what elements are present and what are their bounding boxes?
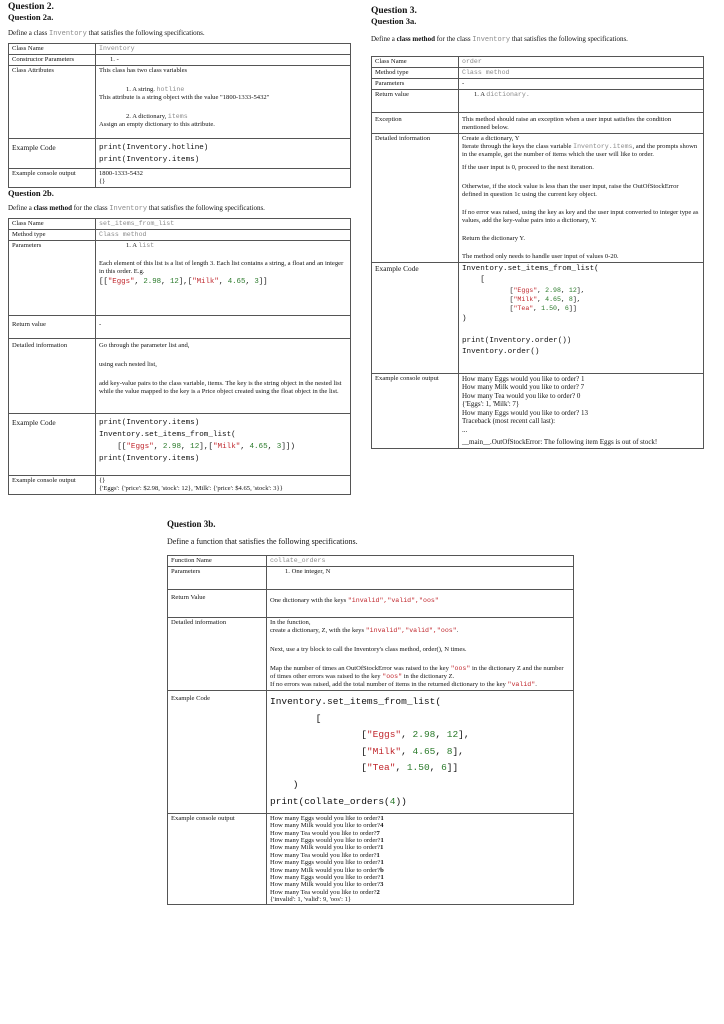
attributes-value: This class has two class variables 1. A string. hotline This attribute is a string object with the value "1800-1333-5432" 2. A dictionary, items Assign an empty dictionary to this attribute. — [96, 66, 351, 139]
parameters-label: Parameters — [168, 566, 267, 589]
method-type-label: Method type — [9, 230, 96, 241]
question-3-section — [371, 6, 704, 449]
console-line: How many Milk would you like to order?b — [270, 866, 384, 874]
exception-label: Exception — [372, 113, 459, 134]
constructor-value: 1. - — [96, 55, 351, 66]
console-output: {} {'Eggs': {'price': $2.98, 'stock': 12}, 'Milk': {'price': $4.65, 'stock': 3}} — [96, 476, 351, 495]
class-name-value: Inventory — [96, 44, 351, 55]
detailed-value: Create a dictionary, Y Iterate through the keys the class variable Inventory.items, and the prompts shown in the example, get the number of items which the user will like to order. If the user input is 0, proceed to the next iteration. Otherwise, if the stock value is less than the user input, raise the OutOfStockError defined in question 1c using the current key object. If no error was raised, using the key as key and the user input converted to integer type as values, add the key-value pairs into a dictionary, Y. Return the dictionary Y. The method only needs to handle user input of values 0-20. — [459, 134, 704, 262]
method-type-value: Class method — [96, 230, 351, 241]
console-output: 1800-1333-5432 {} — [96, 168, 351, 187]
question-2b-title: Question 2b. — [8, 187, 54, 198]
console-line: How many Milk would you like to order?4 — [270, 822, 384, 830]
question-2-title: Question 2. — [8, 2, 54, 12]
question-2b-intro: Define a class method for the class Inventory that satisfies the following specifications. — [8, 203, 265, 213]
question-3a-table — [371, 56, 704, 449]
console-line: How many Eggs would you like to order?1 — [270, 837, 384, 845]
question-3b-title: Question 3b. — [167, 519, 216, 529]
return-label: Return value — [9, 316, 96, 339]
detailed-value: Go through the parameter list and, using each nested list, add key-value pairs to the class variable, items. The key is the string object in the nested list while the value mapped to the key is a Price object created using the float object in the list. — [96, 339, 351, 414]
attributes-label: Class Attributes — [9, 66, 96, 139]
example-code-label: Example Code — [9, 414, 96, 476]
parameters-value: - — [459, 79, 704, 90]
question-3b-table — [167, 555, 574, 906]
function-name-label: Function Name — [168, 555, 267, 566]
console-label: Example console output — [372, 373, 459, 448]
question-3-title: Question 3. — [371, 6, 417, 16]
class-name-label: Class Name — [9, 219, 96, 230]
question-3a-title: Question 3a. — [371, 15, 417, 26]
parameters-value: 1. One integer, N — [267, 566, 574, 589]
console-result: {'invalid': 1, 'valid': 9, 'oos': 1} — [270, 896, 352, 904]
question-3b-section — [167, 519, 574, 905]
console-line: How many Eggs would you like to order?1 — [270, 814, 384, 822]
example-code-label: Example Code — [9, 139, 96, 169]
example-code: print(Inventory.hotline) print(Inventory.items) — [96, 139, 351, 169]
parameters-label: Parameters — [372, 79, 459, 90]
method-type-value: Class method — [459, 68, 704, 79]
question-3a-intro: Define a class method for the class Inventory that satisfies the following specifications. — [371, 34, 628, 44]
console-line: How many Eggs would you like to order?1 — [270, 873, 384, 881]
question-3b-intro: Define a function that satisfies the following specifications. — [167, 536, 358, 546]
detailed-label: Detailed information — [9, 339, 96, 414]
class-name-label: Class Name — [372, 57, 459, 68]
return-value: 1. A dictionary. — [459, 90, 704, 113]
console-line: How many Eggs would you like to order?1 — [270, 859, 384, 867]
console-line: How many Tea would you like to order?1 — [270, 851, 380, 859]
exception-value: This method should raise an exception when a user input satisfies the condition mentioned below. — [459, 113, 704, 134]
constructor-label: Constructor Parameters — [9, 55, 96, 66]
return-label: Return Value — [168, 589, 267, 617]
example-code-label: Example Code — [168, 690, 267, 813]
console-lines — [270, 815, 570, 896]
question-2a-table — [8, 43, 351, 188]
question-2-section — [8, 2, 351, 495]
example-code: Inventory.set_items_from_list( [ ["Eggs", 2.98, 12], ["Milk", 4.65, 8], ["Tea", 1.50, 6]] ) print(collate_orders(4)) — [267, 690, 574, 813]
example-code-label: Example Code — [372, 262, 459, 373]
example-code: Inventory.set_items_from_list( [ ["Eggs", 2.98, 12], ["Milk", 4.65, 8], ["Tea", 1.50, 6]] ) print(Inventory.order()) Inventory.order() — [459, 262, 704, 373]
question-2a-title: Question 2a. — [8, 11, 54, 22]
detailed-value: In the function, create a dictionary, Z, with the keys "invalid","valid","oos". Next, use a try block to call the Inventory's class method, order(), N times. Map the number of times an OutOfStockError was raised to the key "oos" in the dictionary Z and the number of times other errors was raised to the key "oos" in the dictionary Z. If no errors was raised, add the total number of items in the returned dictionary to the key "valid". — [267, 617, 574, 690]
return-value: One dictionary with the keys "invalid","valid","oos" — [267, 589, 574, 617]
console-line: How many Tea would you like to order?7 — [270, 829, 380, 837]
detailed-label: Detailed information — [372, 134, 459, 262]
class-name-label: Class Name — [9, 44, 96, 55]
console-line: How many Milk would you like to order?1 — [270, 844, 384, 852]
example-code: print(Inventory.items) Inventory.set_items_from_list( [["Eggs", 2.98, 12],["Milk", 4.65, 3]]) print(Inventory.items) — [96, 414, 351, 476]
method-name-value: order — [459, 57, 704, 68]
function-name-value: collate_orders — [267, 555, 574, 566]
question-2b-table — [8, 218, 351, 495]
console-label: Example console output — [168, 813, 267, 905]
method-type-label: Method type — [372, 68, 459, 79]
console-line: How many Tea would you like to order?2 — [270, 888, 380, 896]
console-output — [267, 813, 574, 905]
return-value: - — [96, 316, 351, 339]
console-label: Example console output — [9, 168, 96, 187]
detailed-label: Detailed information — [168, 617, 267, 690]
question-2a-intro: Define a class Inventory that satisfies the following specifications. — [8, 28, 205, 38]
return-label: Return value — [372, 90, 459, 113]
parameters-value: 1. A list Each element of this list is a list of length 3. Each list contains a string, a float and an integer in this order. E.g. [["Eggs", 2.98, 12],["Milk", 4.65, 3]] — [96, 241, 351, 316]
console-line: How many Milk would you like to order?3 — [270, 881, 384, 889]
method-name-value: set_items_from_list — [96, 219, 351, 230]
console-output: How many Eggs would you like to order? 1 How many Milk would you like to order? 7 How many Tea would you like to order? 0 {'Eggs': 1, 'Milk': 7} How many Eggs would you like to order? 13 Traceback (most recent call last): ... __main__.OutOfStockError: The following item Eggs is out of stock! — [459, 373, 704, 448]
parameters-label: Parameters — [9, 241, 96, 316]
console-label: Example console output — [9, 476, 96, 495]
